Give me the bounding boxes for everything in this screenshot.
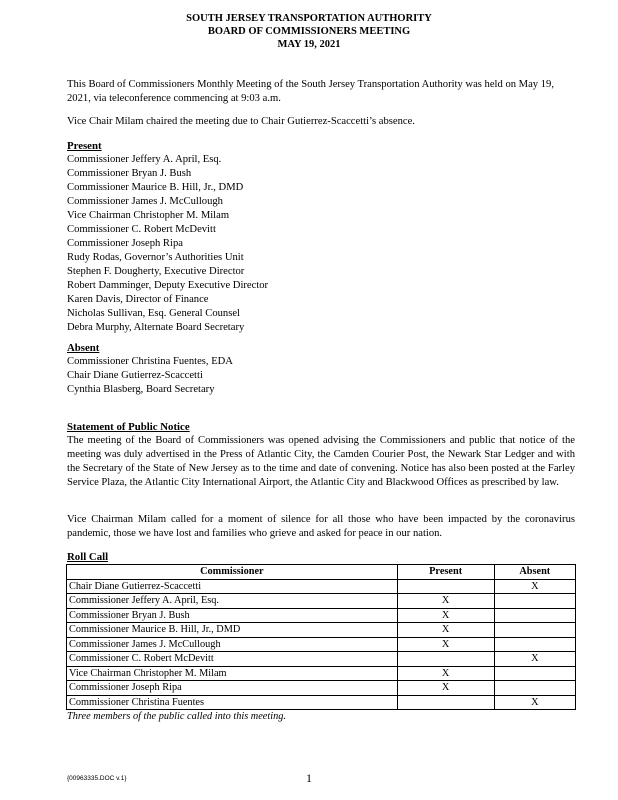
present-mark <box>397 579 494 594</box>
present-mark: X <box>397 637 494 652</box>
list-item: Commissioner Joseph Ripa <box>67 238 183 249</box>
absent-mark <box>494 594 575 609</box>
commissioner-name: Commissioner Bryan J. Bush <box>67 608 398 623</box>
column-header-present: Present <box>397 565 494 580</box>
present-mark: X <box>397 623 494 638</box>
commissioner-name: Chair Diane Gutierrez-Scaccetti <box>67 579 398 594</box>
absent-mark <box>494 637 575 652</box>
public-notice-heading: Statement of Public Notice <box>67 421 190 433</box>
list-item: Vice Chairman Christopher M. Milam <box>67 210 230 221</box>
commissioner-name: Commissioner James J. McCullough <box>67 637 398 652</box>
absent-mark <box>494 608 575 623</box>
table-row <box>67 623 576 638</box>
intro-paragraph: This Board of Commissioners Monthly Meeting of the South Jersey Transportation Authority was held on May 19, 2021, via teleconference commencing at 9:03 a.m. <box>67 79 554 104</box>
commissioner-name: Commissioner Joseph Ripa <box>67 681 398 696</box>
absent-mark: X <box>494 695 575 710</box>
list-item: Cynthia Blasberg, Board Secretary <box>67 384 215 395</box>
list-item: Commissioner Bryan J. Bush <box>67 168 192 179</box>
roll-call-heading: Roll Call <box>67 551 109 563</box>
present-mark <box>397 695 494 710</box>
list-item: Commissioner Maurice B. Hill, Jr., DMD <box>67 182 244 193</box>
table-row <box>67 579 576 594</box>
table-row <box>67 681 576 696</box>
header-authority: SOUTH JERSEY TRANSPORTATION AUTHORITY <box>186 13 432 24</box>
column-header-commissioner: Commissioner <box>67 565 398 580</box>
present-mark: X <box>397 594 494 609</box>
table-row <box>67 695 576 710</box>
list-item: Stephen F. Dougherty, Executive Director <box>67 266 245 277</box>
table-row <box>67 652 576 667</box>
table-row <box>67 637 576 652</box>
absent-list <box>67 355 233 397</box>
roll-call-table <box>66 564 576 710</box>
list-item: Debra Murphy, Alternate Board Secretary <box>67 322 245 333</box>
table-row <box>67 608 576 623</box>
present-heading: Present <box>67 140 102 152</box>
absent-mark: X <box>494 579 575 594</box>
list-item: Rudy Rodas, Governor’s Authorities Unit <box>67 252 244 263</box>
header-date: MAY 19, 2021 <box>277 39 341 50</box>
list-item: Nicholas Sullivan, Esq. General Counsel <box>67 308 241 319</box>
page-number: 1 <box>306 771 312 785</box>
present-mark: X <box>397 608 494 623</box>
silence-paragraph: Vice Chairman Milam called for a moment of silence for all those who have been impacted by the coronavirus pandemic, those we have lost and families who grieve and asked for peace in our nation. <box>67 514 575 539</box>
list-item: Commissioner C. Robert McDevitt <box>67 224 216 235</box>
commissioner-name: Commissioner Jeffery A. April, Esq. <box>67 594 398 609</box>
header-meeting: BOARD OF COMMISSIONERS MEETING <box>207 26 411 37</box>
present-mark: X <box>397 666 494 681</box>
list-item: Robert Damminger, Deputy Executive Director <box>67 280 269 291</box>
table-row <box>67 594 576 609</box>
present-list <box>67 153 268 335</box>
present-mark <box>397 652 494 667</box>
absent-mark: X <box>494 652 575 667</box>
table-row <box>67 666 576 681</box>
list-item: Chair Diane Gutierrez-Scaccetti <box>67 370 203 381</box>
document-code: {00963335.DOC v.1} <box>67 775 127 782</box>
document-header <box>0 12 618 51</box>
public-callers-note: Three members of the public called into this meeting. <box>67 711 286 722</box>
chair-note: Vice Chair Milam chaired the meeting due to Chair Gutierrez-Scaccetti’s absence. <box>67 116 415 127</box>
absent-heading: Absent <box>67 342 100 354</box>
commissioner-name: Vice Chairman Christopher M. Milam <box>67 666 398 681</box>
present-mark: X <box>397 681 494 696</box>
commissioner-name: Commissioner Christina Fuentes <box>67 695 398 710</box>
column-header-absent: Absent <box>494 565 575 580</box>
absent-mark <box>494 681 575 696</box>
list-item: Commissioner Christina Fuentes, EDA <box>67 356 233 367</box>
commissioner-name: Commissioner C. Robert McDevitt <box>67 652 398 667</box>
list-item: Commissioner James J. McCullough <box>67 196 223 207</box>
list-item: Karen Davis, Director of Finance <box>67 294 209 305</box>
table-header-row <box>67 565 576 580</box>
absent-mark <box>494 623 575 638</box>
list-item: Commissioner Jeffery A. April, Esq. <box>67 154 222 165</box>
absent-mark <box>494 666 575 681</box>
commissioner-name: Commissioner Maurice B. Hill, Jr., DMD <box>67 623 398 638</box>
public-notice-paragraph: The meeting of the Board of Commissioners was opened advising the Commissioners and public that notice of the meeting was duly advertised in the Press of Atlantic City, the Camden Courier Post, the Newark Star Ledger and with the Secretary of the State of New Jersey as to the time and date of convening. Notice has also been posted at the Farley Service Plaza, the Atlantic City International Airport, the Atlantic City and Blackwood Offices as prescribed by law. <box>67 435 575 488</box>
